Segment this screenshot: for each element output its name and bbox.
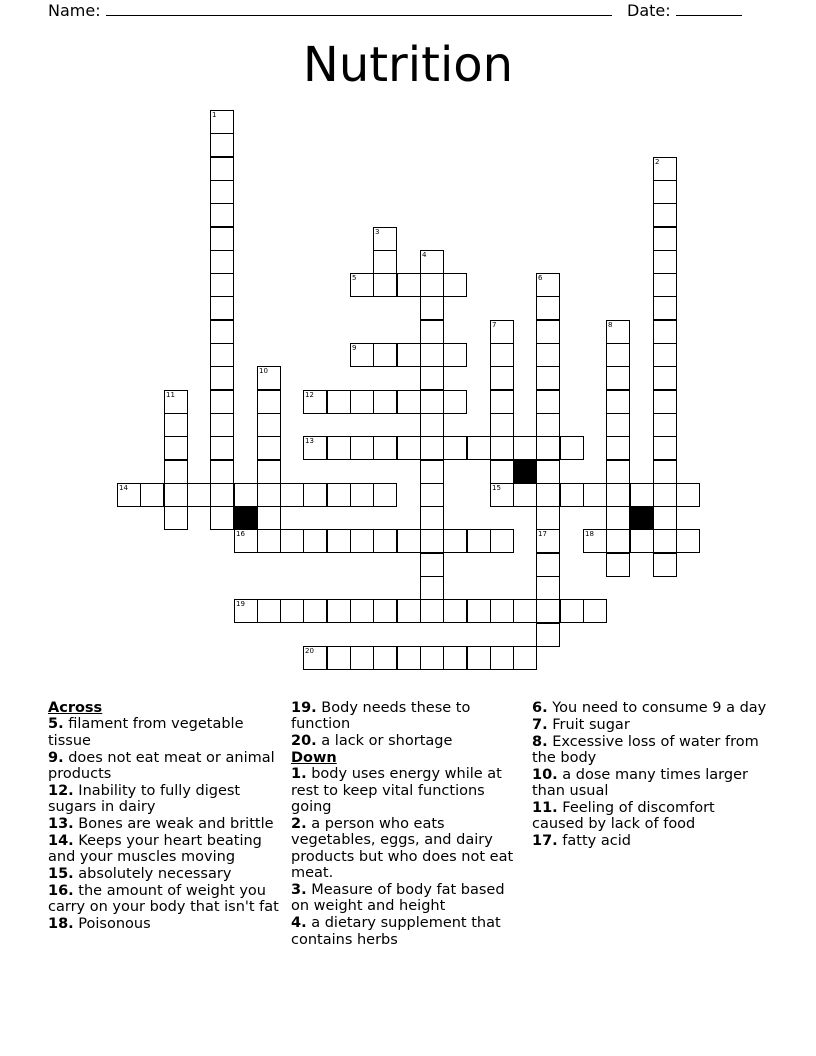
answer-cell[interactable] [536, 576, 560, 600]
answer-cell[interactable] [560, 599, 584, 623]
answer-cell[interactable] [420, 413, 444, 437]
clue-text: Bones are weak and brittle [78, 816, 274, 833]
answer-cell[interactable] [606, 320, 630, 344]
answer-cell[interactable] [513, 436, 537, 460]
answer-cell[interactable] [443, 646, 467, 670]
clue-number-label: 13 [305, 437, 314, 445]
answer-cell[interactable] [536, 460, 560, 484]
answer-cell[interactable] [630, 529, 654, 553]
clue-down-6 [532, 700, 768, 716]
across-heading: Across [48, 700, 103, 716]
answer-cell[interactable] [536, 506, 560, 530]
answer-cell[interactable] [327, 483, 351, 507]
answer-cell[interactable] [280, 599, 304, 623]
answer-cell[interactable] [490, 343, 514, 367]
answer-cell[interactable] [397, 343, 421, 367]
clue-text: Feeling of discomfort caused by lack of food [532, 800, 715, 833]
answer-cell[interactable] [653, 366, 677, 390]
answer-cell[interactable] [420, 553, 444, 577]
answer-cell[interactable] [513, 646, 537, 670]
clue-text: filament from vegetable tissue [48, 716, 244, 749]
black-cell [234, 506, 258, 530]
answer-cell[interactable] [490, 436, 514, 460]
answer-cell[interactable] [350, 483, 374, 507]
answer-cell[interactable] [653, 157, 677, 181]
answer-cell[interactable] [373, 390, 397, 414]
answer-cell[interactable] [257, 413, 281, 437]
answer-cell[interactable] [350, 273, 374, 297]
answer-cell[interactable] [257, 366, 281, 390]
clue-number-label: 20 [305, 647, 314, 655]
answer-cell[interactable] [606, 343, 630, 367]
clue-text: body uses energy while at rest to keep vital functions going [291, 766, 502, 816]
answer-cell[interactable] [397, 436, 421, 460]
answer-cell[interactable] [210, 413, 234, 437]
clue-number-label: 5 [352, 274, 357, 282]
clue-down-17 [532, 833, 768, 849]
clue-number: 6. [532, 700, 548, 716]
answer-cell[interactable] [420, 296, 444, 320]
answer-cell[interactable] [164, 413, 188, 437]
clue-across-12 [48, 783, 284, 816]
answer-cell[interactable] [490, 366, 514, 390]
answer-cell[interactable] [536, 599, 560, 623]
answer-cell[interactable] [350, 390, 374, 414]
clue-text: Excessive loss of water from the body [532, 733, 759, 766]
clue-number: 13. [48, 816, 74, 833]
answer-cell[interactable] [257, 483, 281, 507]
answer-cell[interactable] [653, 203, 677, 227]
answer-cell[interactable] [653, 250, 677, 274]
clue-number-label: 16 [236, 530, 245, 538]
answer-cell[interactable] [653, 180, 677, 204]
answer-cell[interactable] [443, 273, 467, 297]
clue-number: 4. [291, 915, 307, 932]
answer-cell[interactable] [234, 529, 258, 553]
answer-cell[interactable] [280, 529, 304, 553]
answer-cell[interactable] [420, 483, 444, 507]
clue-across-15 [48, 866, 284, 882]
clue-number: 7. [532, 716, 548, 733]
clue-down-11 [532, 800, 768, 833]
answer-cell[interactable] [164, 483, 188, 507]
clue-text: a dietary supplement that contains herbs [291, 915, 501, 948]
answer-cell[interactable] [513, 483, 537, 507]
answer-cell[interactable] [490, 483, 514, 507]
answer-cell[interactable] [676, 529, 700, 553]
answer-cell[interactable] [653, 506, 677, 530]
clue-column-1 [48, 700, 284, 933]
answer-cell[interactable] [443, 343, 467, 367]
clue-text: Body needs these to function [291, 700, 471, 733]
answer-cell[interactable] [397, 646, 421, 670]
answer-cell[interactable] [420, 320, 444, 344]
answer-cell[interactable] [397, 390, 421, 414]
clue-number-label: 14 [119, 484, 128, 492]
black-cell [513, 460, 537, 484]
answer-cell[interactable] [490, 413, 514, 437]
clue-number: 11. [532, 800, 558, 816]
clue-number-label: 1 [212, 111, 217, 119]
answer-cell[interactable] [606, 390, 630, 414]
answer-cell[interactable] [257, 390, 281, 414]
answer-cell[interactable] [257, 460, 281, 484]
answer-cell[interactable] [234, 599, 258, 623]
clue-text: a lack or shortage [321, 733, 453, 750]
clue-number-label: 17 [538, 530, 547, 538]
answer-cell[interactable] [350, 646, 374, 670]
answer-cell[interactable] [164, 390, 188, 414]
clue-number-label: 19 [236, 600, 245, 608]
answer-cell[interactable] [210, 157, 234, 181]
clue-number: 15. [48, 866, 74, 883]
clue-across-20 [291, 733, 527, 749]
answer-cell[interactable] [536, 343, 560, 367]
answer-cell[interactable] [303, 483, 327, 507]
answer-cell[interactable] [327, 599, 351, 623]
clue-number: 5. [48, 716, 64, 733]
answer-cell[interactable] [420, 390, 444, 414]
clue-text: the amount of weight you carry on your body that isn't fat [48, 882, 279, 916]
answer-cell[interactable] [420, 506, 444, 530]
answer-cell[interactable] [606, 483, 630, 507]
answer-cell[interactable] [373, 599, 397, 623]
answer-cell[interactable] [420, 343, 444, 367]
answer-cell[interactable] [653, 529, 677, 553]
clue-number: 3. [291, 882, 307, 899]
answer-cell[interactable] [210, 506, 234, 530]
clue-across-13 [48, 816, 284, 832]
answer-cell[interactable] [373, 436, 397, 460]
clue-across-14 [48, 833, 284, 866]
answer-cell[interactable] [210, 343, 234, 367]
clue-text: Measure of body fat based on weight and height [291, 882, 505, 915]
clue-number: 18. [48, 916, 74, 933]
answer-cell[interactable] [210, 296, 234, 320]
answer-cell[interactable] [327, 529, 351, 553]
answer-cell[interactable] [420, 576, 444, 600]
answer-cell[interactable] [443, 436, 467, 460]
clue-across-5 [48, 716, 284, 749]
answer-cell[interactable] [653, 553, 677, 577]
name-label: Name: [48, 1, 101, 20]
answer-cell[interactable] [257, 529, 281, 553]
answer-cell[interactable] [653, 460, 677, 484]
answer-cell[interactable] [490, 320, 514, 344]
answer-cell[interactable] [653, 413, 677, 437]
clue-across-9 [48, 750, 284, 783]
answer-cell[interactable] [280, 483, 304, 507]
black-cell [630, 506, 654, 530]
clue-down-8 [532, 734, 768, 767]
answer-cell[interactable] [676, 483, 700, 507]
answer-cell[interactable] [140, 483, 164, 507]
answer-cell[interactable] [606, 506, 630, 530]
clue-text: fatty acid [562, 833, 631, 850]
answer-cell[interactable] [397, 273, 421, 297]
answer-cell[interactable] [606, 366, 630, 390]
answer-cell[interactable] [490, 529, 514, 553]
answer-cell[interactable] [420, 529, 444, 553]
answer-cell[interactable] [117, 483, 141, 507]
clue-number-label: 12 [305, 391, 314, 399]
answer-cell[interactable] [350, 343, 374, 367]
answer-cell[interactable] [210, 250, 234, 274]
answer-cell[interactable] [187, 483, 211, 507]
answer-cell[interactable] [606, 413, 630, 437]
clue-number-label: 3 [375, 228, 380, 236]
answer-cell[interactable] [467, 646, 491, 670]
clue-number-label: 18 [585, 530, 594, 538]
answer-cell[interactable] [420, 646, 444, 670]
answer-cell[interactable] [443, 529, 467, 553]
clue-across-18 [48, 916, 284, 932]
answer-cell[interactable] [420, 366, 444, 390]
answer-cell[interactable] [490, 646, 514, 670]
answer-cell[interactable] [303, 529, 327, 553]
answer-cell[interactable] [583, 529, 607, 553]
clue-number: 1. [291, 766, 307, 783]
answer-cell[interactable] [210, 460, 234, 484]
answer-cell[interactable] [420, 250, 444, 274]
answer-cell[interactable] [583, 483, 607, 507]
answer-cell[interactable] [327, 646, 351, 670]
answer-cell[interactable] [210, 110, 234, 134]
answer-cell[interactable] [536, 320, 560, 344]
clue-text: You need to consume 9 a day [552, 700, 767, 716]
answer-cell[interactable] [467, 436, 491, 460]
answer-cell[interactable] [210, 366, 234, 390]
clue-text: a person who eats vegetables, eggs, and dairy products but who does not eat meat. [291, 816, 514, 882]
clue-number: 2. [291, 816, 307, 833]
answer-cell[interactable] [536, 529, 560, 553]
answer-cell[interactable] [653, 296, 677, 320]
clue-number-label: 4 [422, 251, 427, 259]
clue-down-4 [291, 915, 527, 948]
answer-cell[interactable] [653, 390, 677, 414]
clue-text: Keeps your heart beating and your muscles moving [48, 832, 262, 866]
answer-cell[interactable] [536, 413, 560, 437]
clue-number: 12. [48, 782, 74, 799]
clue-across-19 [291, 700, 527, 733]
answer-cell[interactable] [164, 436, 188, 460]
answer-cell[interactable] [420, 460, 444, 484]
answer-cell[interactable] [490, 599, 514, 623]
answer-cell[interactable] [303, 646, 327, 670]
answer-cell[interactable] [373, 250, 397, 274]
answer-cell[interactable] [490, 460, 514, 484]
answer-cell[interactable] [350, 436, 374, 460]
answer-cell[interactable] [560, 436, 584, 460]
answer-cell[interactable] [490, 390, 514, 414]
clue-number: 8. [532, 733, 548, 750]
clue-across-16 [48, 883, 284, 916]
answer-cell[interactable] [397, 529, 421, 553]
page-title: Nutrition [302, 37, 514, 93]
clue-text: a dose many times larger than usual [532, 766, 748, 800]
answer-cell[interactable] [653, 436, 677, 460]
clue-number-label: 11 [166, 391, 175, 399]
answer-cell[interactable] [420, 599, 444, 623]
answer-cell[interactable] [210, 483, 234, 507]
answer-cell[interactable] [164, 460, 188, 484]
answer-cell[interactable] [653, 483, 677, 507]
answer-cell[interactable] [536, 390, 560, 414]
answer-cell[interactable] [373, 529, 397, 553]
answer-cell[interactable] [210, 227, 234, 251]
clue-down-2 [291, 816, 527, 882]
date-label: Date: [627, 1, 671, 20]
clue-down-1 [291, 766, 527, 815]
clue-down-7 [532, 717, 768, 733]
clue-number-label: 8 [608, 321, 613, 329]
answer-cell[interactable] [257, 506, 281, 530]
answer-cell[interactable] [536, 483, 560, 507]
answer-cell[interactable] [303, 599, 327, 623]
clue-text: Inability to fully digest sugars in dairy [48, 782, 241, 816]
answer-cell[interactable] [653, 273, 677, 297]
answer-cell[interactable] [210, 390, 234, 414]
answer-cell[interactable] [210, 436, 234, 460]
clue-number: 14. [48, 832, 74, 849]
answer-cell[interactable] [234, 483, 258, 507]
answer-cell[interactable] [560, 483, 584, 507]
answer-cell[interactable] [420, 273, 444, 297]
answer-cell[interactable] [536, 436, 560, 460]
answer-cell[interactable] [606, 460, 630, 484]
clue-down-3 [291, 882, 527, 915]
answer-cell[interactable] [257, 436, 281, 460]
answer-cell[interactable] [630, 483, 654, 507]
answer-cell[interactable] [350, 599, 374, 623]
answer-cell[interactable] [606, 553, 630, 577]
answer-cell[interactable] [373, 227, 397, 251]
clue-down-10 [532, 767, 768, 800]
answer-cell[interactable] [210, 273, 234, 297]
answer-cell[interactable] [210, 320, 234, 344]
answer-cell[interactable] [606, 436, 630, 460]
clue-number-label: 10 [259, 367, 268, 375]
answer-cell[interactable] [653, 320, 677, 344]
clue-number-label: 6 [538, 274, 543, 282]
clue-text: does not eat meat or animal products [48, 749, 275, 783]
answer-cell[interactable] [210, 180, 234, 204]
clue-number: 9. [48, 749, 64, 766]
clue-number: 17. [532, 833, 558, 850]
answer-cell[interactable] [536, 623, 560, 647]
clue-number-label: 15 [492, 484, 501, 492]
clue-number: 19. [291, 700, 317, 716]
clue-number: 10. [532, 766, 558, 783]
answer-cell[interactable] [536, 366, 560, 390]
clue-number-label: 2 [655, 158, 660, 166]
down-heading: Down [291, 750, 337, 766]
answer-cell[interactable] [327, 390, 351, 414]
answer-cell[interactable] [327, 436, 351, 460]
answer-cell[interactable] [536, 296, 560, 320]
clue-column-2 [291, 700, 527, 948]
answer-cell[interactable] [513, 599, 537, 623]
clue-number: 20. [291, 733, 317, 750]
answer-cell[interactable] [583, 599, 607, 623]
answer-cell[interactable] [443, 599, 467, 623]
clue-number: 16. [48, 882, 74, 899]
clue-text: Poisonous [78, 916, 151, 933]
answer-cell[interactable] [373, 646, 397, 670]
answer-cell[interactable] [536, 273, 560, 297]
answer-cell[interactable] [653, 227, 677, 251]
clue-column-3 [532, 700, 768, 850]
answer-cell[interactable] [210, 133, 234, 157]
answer-cell[interactable] [350, 529, 374, 553]
answer-cell[interactable] [257, 599, 281, 623]
answer-cell[interactable] [606, 529, 630, 553]
answer-cell[interactable] [210, 203, 234, 227]
clue-number-label: 7 [492, 321, 497, 329]
answer-cell[interactable] [164, 506, 188, 530]
clue-text: absolutely necessary [78, 866, 232, 883]
clue-text: Fruit sugar [552, 716, 630, 733]
answer-cell[interactable] [373, 273, 397, 297]
answer-cell[interactable] [420, 436, 444, 460]
answer-cell[interactable] [373, 483, 397, 507]
answer-cell[interactable] [303, 436, 327, 460]
answer-cell[interactable] [536, 553, 560, 577]
answer-cell[interactable] [443, 390, 467, 414]
answer-cell[interactable] [303, 390, 327, 414]
answer-cell[interactable] [373, 343, 397, 367]
answer-cell[interactable] [467, 529, 491, 553]
answer-cell[interactable] [467, 599, 491, 623]
answer-cell[interactable] [397, 599, 421, 623]
clue-number-label: 9 [352, 344, 357, 352]
answer-cell[interactable] [653, 343, 677, 367]
